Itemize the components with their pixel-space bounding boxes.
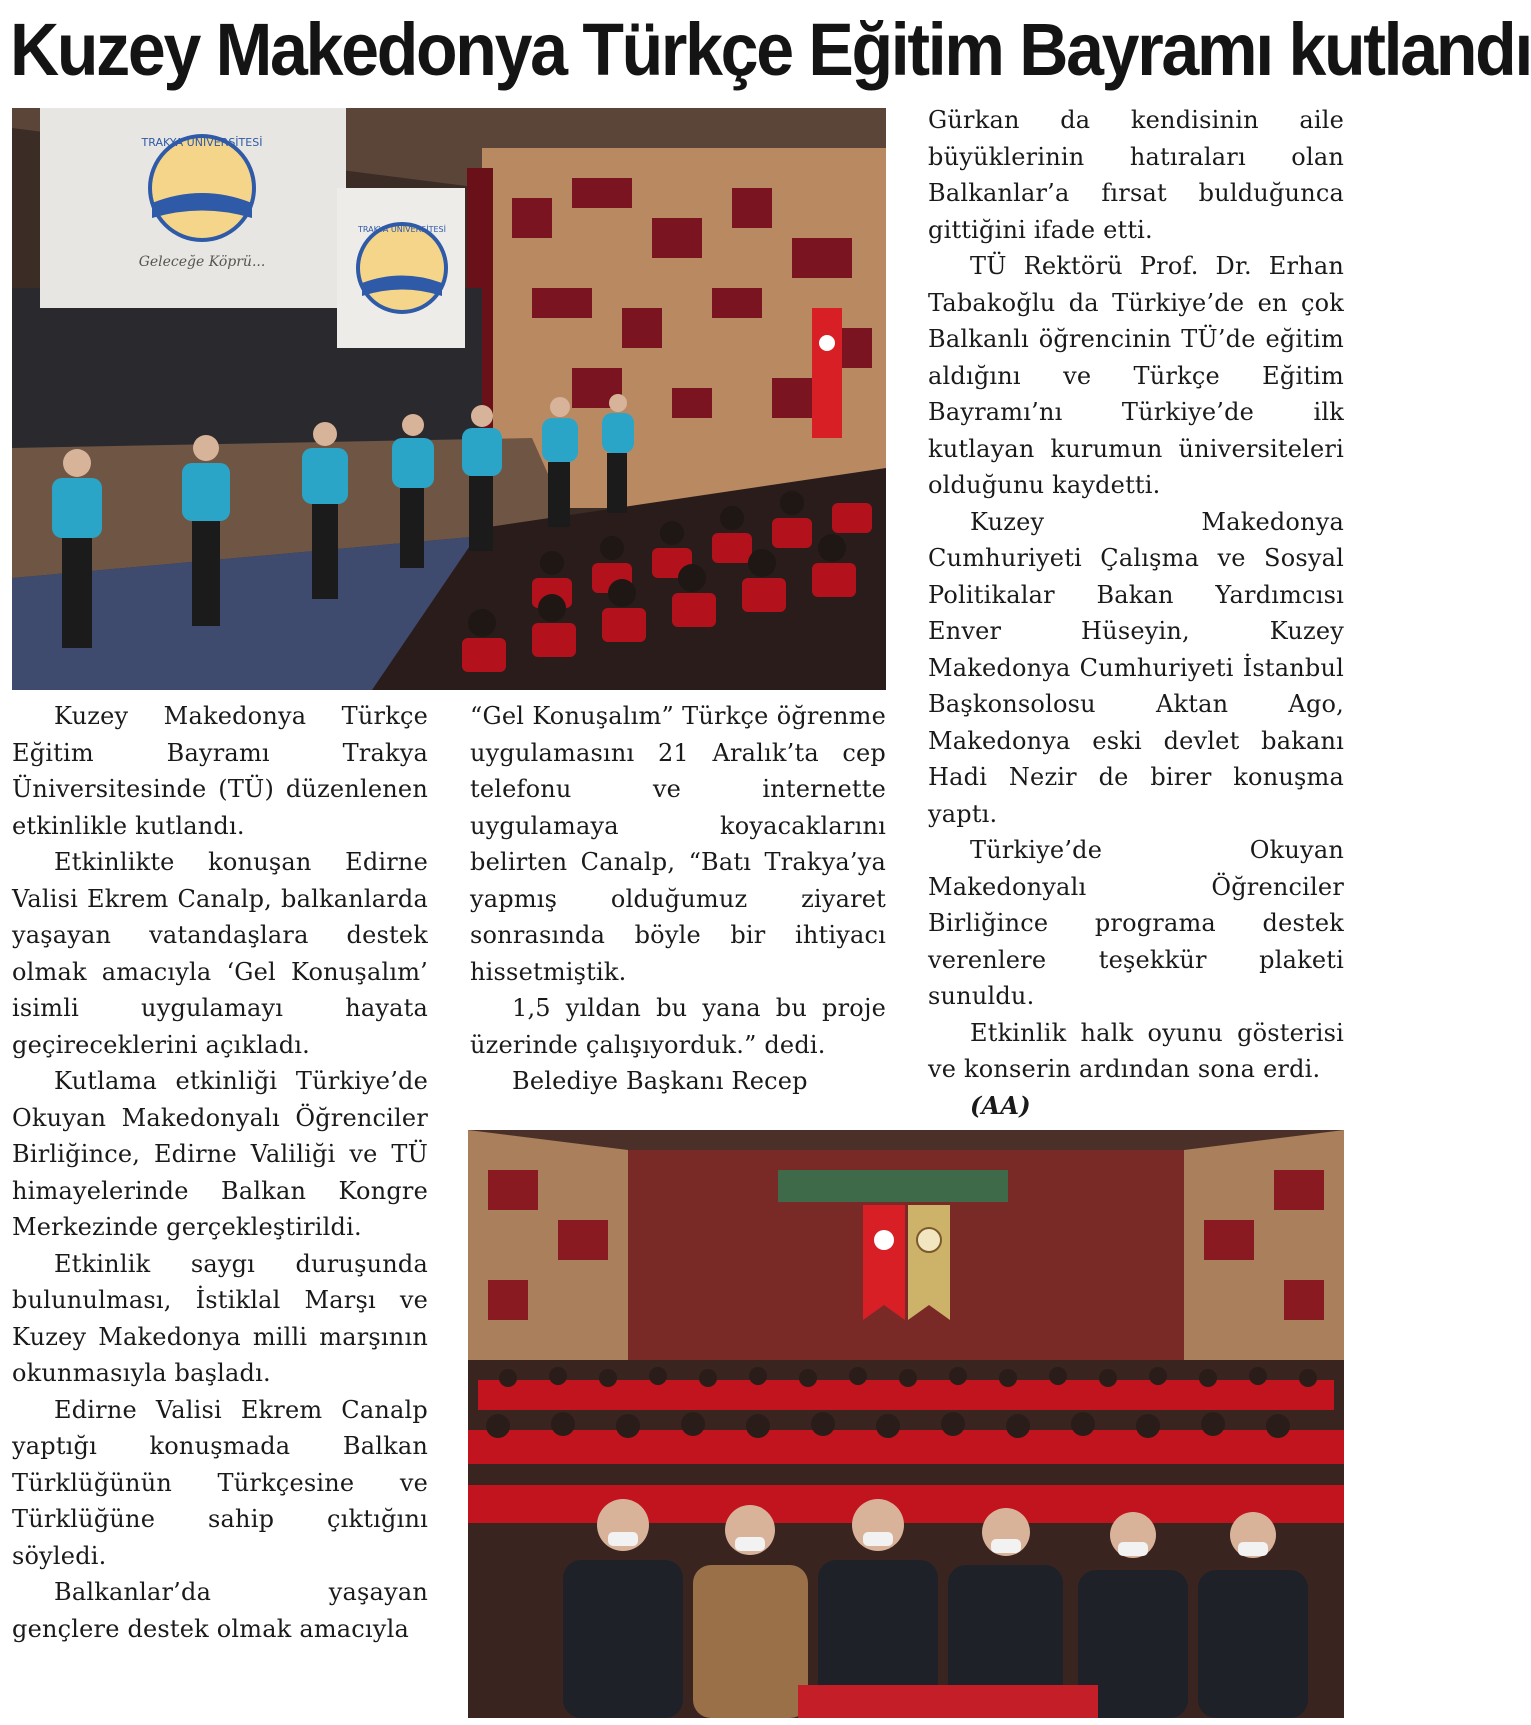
photo-folk-dance-stage: [12, 108, 886, 690]
article-column-2: [470, 698, 886, 1100]
article-column-1: [12, 698, 428, 1647]
article-column-3: [928, 102, 1344, 1124]
photo-audience: [468, 1130, 1344, 1718]
paragraph: Edirne Valisi Ekrem Canalp yaptığı konuşmada Balkan Türklüğünün Türkçesine ve Türklüğüne sahip çıktığını söyledi.: [12, 1395, 428, 1570]
paragraph: Türkiye’de Okuyan Makedonyalı Öğrenciler Birliğince programa destek verenlere teşekkür plaketi sunuldu.: [928, 836, 1344, 1010]
screen-logo-text: TRAKYA ÜNİVERSİTESİ: [141, 136, 263, 149]
paragraph: “Gel Konuşalım” Türkçe öğrenme uygulamasını 21 Aralık’ta cep telefonu ve internette uygulamaya koyacaklarını belirten Canalp, “Batı Trakya’ya yapmış olduğumuz ziyaret sonrasında böyle bir ihtiyacı hissetmiştik.: [470, 702, 886, 986]
paragraph: Etkinlik halk oyunu gösterisi ve konserin ardından sona erdi.: [928, 1018, 1344, 1083]
paragraph: Kuzey Makedonya Türkçe Eğitim Bayramı Trakya Üniversitesinde (TÜ) düzenlenen etkinlikle kutlandı.: [12, 702, 428, 840]
paragraph: Kutlama etkinliği Türkiye’de Okuyan Makedonyalı Öğrenciler Birliğince, Edirne Valiliği ve TÜ himayelerinde Balkan Kongre Merkezinde gerçekleştirildi.: [12, 1067, 428, 1241]
paragraph: TÜ Rektörü Prof. Dr. Erhan Tabakoğlu da Türkiye’de en çok Balkanlı öğrencinin TÜ’de eğitim aldığını ve Türkçe Eğitim Bayramı’nı Türkiye’de ilk kutlayan kurumun üniversiteleri olduğunu kaydetti.: [928, 252, 1344, 499]
screen-slogan: Geleceğe Köprü...: [138, 254, 266, 270]
paragraph: Etkinlik saygı duruşunda bulunulması, İstiklal Marşı ve Kuzey Makedonya milli marşının okunmasıyla başladı.: [12, 1249, 428, 1387]
byline: (AA): [970, 1090, 1031, 1120]
paragraph: Balkanlar’da yaşayan gençlere destek olmak amacıyla: [12, 1578, 428, 1643]
headline: Kuzey Makedonya Türkçe Eğitim Bayramı kutlandı: [10, 8, 1531, 91]
paragraph: Etkinlikte konuşan Edirne Valisi Ekrem Canalp, balkanlarda yaşayan vatandaşlara destek olmak amacıyla ‘Gel Konuşalım’ isimli uygulamayı hayata geçireceklerini açıkladı.: [12, 848, 428, 1059]
paragraph: Belediye Başkanı Recep: [512, 1067, 808, 1095]
paragraph: Gürkan da kendisinin aile büyüklerinin hatıraları olan Balkanlar’a fırsat bulduğunca gittiğini ifade etti.: [928, 106, 1344, 244]
screen2-logo-text: TRAKYA ÜNİVERSİTESİ: [358, 225, 446, 234]
paragraph: Kuzey Makedonya Cumhuriyeti Çalışma ve Sosyal Politikalar Bakan Yardımcısı Enver Hüseyin, Kuzey Makedonya Cumhuriyeti İstanbul Başkonsolosu Aktan Ago, Makedonya eski devlet bakanı Hadi Nezir de birer konuşma yaptı.: [928, 507, 1344, 828]
paragraph: 1,5 yıldan bu yana bu proje üzerinde çalışıyorduk.” dedi.: [470, 994, 886, 1059]
